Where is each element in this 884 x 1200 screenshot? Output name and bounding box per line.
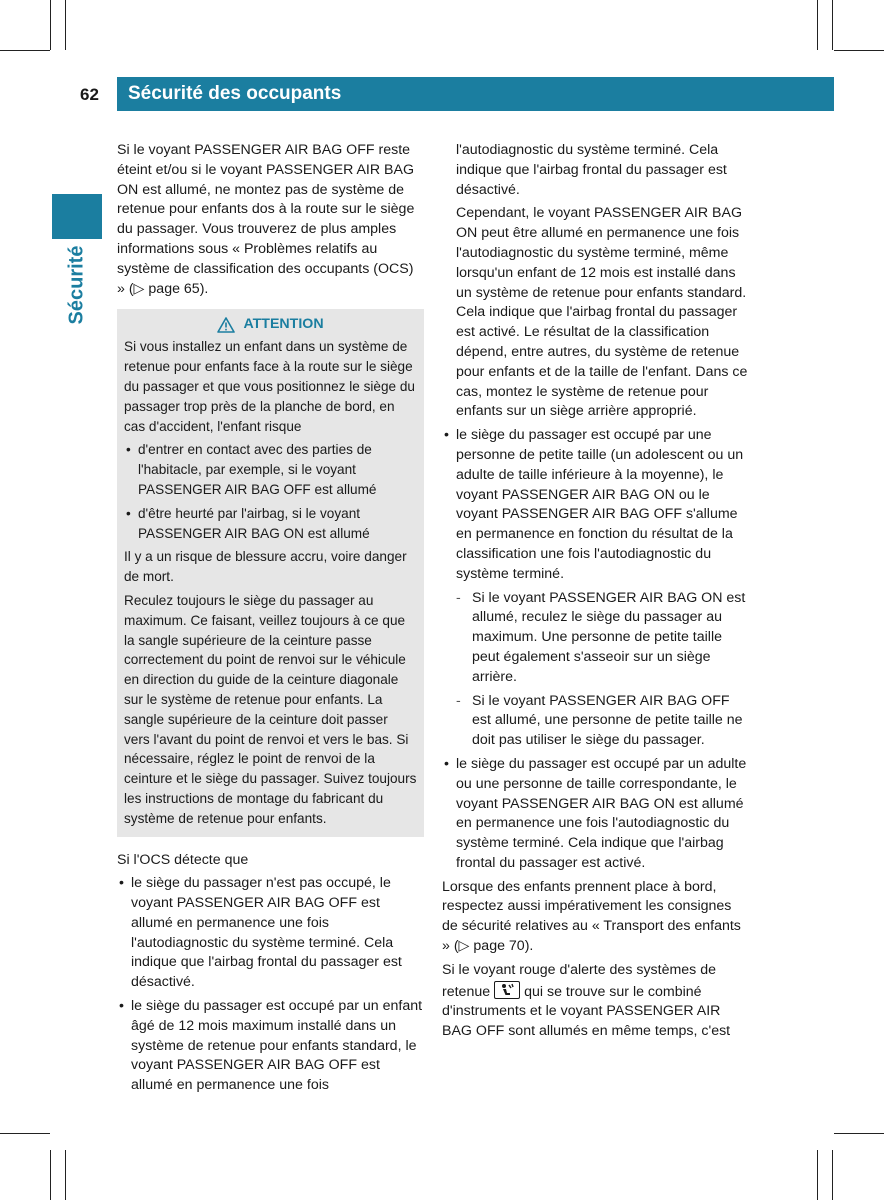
sub-list-item: - Si le voyant PASSENGER AIR BAG OFF est allumé, une personne de petite taille ne doit pas utiliser le siège du passager. — [442, 692, 749, 751]
crop-mark — [65, 0, 66, 50]
crop-mark — [0, 1133, 50, 1134]
crop-mark — [834, 1133, 884, 1134]
warning-text: Reculez toujours le siège du passager au maximum. Ce faisant, veillez toujours à ce que la sangle supérieure de la ceinture passe correctement du point de renvoi sur le véhicule en direction du guide de la ceinture diagonale sur le système de retenue pour enfants. La sangle supérieure de la ceinture doit passer vers l'avant du point de renvoi et vers le bas. Si nécessaire, réglez le point de renvoi de la ceinture et le siège du passager. Suivez toujours les instructions de montage du fabricant du système de retenue pour enfants. — [124, 592, 417, 826]
right-column — [442, 141, 749, 1042]
children-paragraph: Lorsque des enfants prennent place à bord, respectez aussi impérativement les consignes de sécurité relatives au « Transport des enfants » (▷ page 70). — [442, 878, 741, 955]
page-number: 62 — [80, 85, 99, 104]
warning-header — [124, 314, 417, 336]
continuation-paragraph: l'autodiagnostic du système terminé. Cela indique que l'airbag frontal du passager est désactivé. — [456, 142, 727, 198]
side-tab-block — [52, 194, 102, 239]
red-light-text-after: qui se trouve sur le combiné d'instruments et le voyant PASSENGER AIR BAG OFF sont allumés en même temps, c'est — [442, 983, 731, 1040]
crop-mark — [834, 50, 884, 51]
crop-mark — [832, 0, 833, 50]
sub-list-item: - Si le voyant PASSENGER AIR BAG ON est allumé, reculez le siège du passager au maximum. Une personne de petite taille peut également s'asseoir sur un siège arrière. — [442, 589, 749, 688]
side-section-label: Sécurité — [65, 245, 88, 325]
warning-box — [117, 309, 424, 836]
crop-mark — [50, 0, 51, 50]
page-title: Sécurité des occupants — [128, 83, 342, 104]
intro-paragraph: Si le voyant PASSENGER AIR BAG OFF reste éteint et/ou si le voyant PASSENGER AIR BAG ON est allumé, ne montez pas de système de retenue pour enfants dos à la route sur le siège du passager. Vous trouverez de plus amples informations sous « Problèmes relatifs au système de classification des occupants (OCS) » (▷ page 65). — [117, 142, 415, 297]
warning-triangle-icon — [217, 317, 235, 333]
crop-mark — [0, 50, 50, 51]
list-item: • le siège du passager est occupé par un adulte ou une personne de taille correspondante, le voyant PASSENGER AIR BAG ON est allumé en permanence une fois l'autodiagnostic du système terminé. Cela indique que l'airbag frontal du passager est activé. — [442, 755, 749, 874]
ocs-intro: Si l'OCS détecte que — [117, 851, 249, 868]
left-column — [117, 141, 424, 1096]
red-light-text-before: Si le voyant rouge d'alerte des systèmes de retenue — [442, 961, 716, 1000]
warning-bullet: • d'entrer en contact avec des parties de l'habitacle, par exemple, si le voyant PASSENGER AIR BAG OFF est allumé — [124, 440, 417, 499]
list-item: • le siège du passager est occupé par un enfant âgé de 12 mois maximum installé dans un système de retenue pour enfants standard, le voyant PASSENGER AIR BAG OFF est allumé en permanence une fois — [117, 997, 424, 1096]
warning-text: Il y a un risque de blessure accru, voire danger de mort. — [124, 549, 407, 585]
warning-bullet: • d'être heurté par l'airbag, si le voyant PASSENGER AIR BAG ON est allumé — [124, 504, 417, 544]
warning-text: Si vous installez un enfant dans un système de retenue pour enfants face à la route sur le siège du passager et que vous positionnez le siège du passager trop près de la planche de bord, en cas d'accident, l'enfant risque — [124, 339, 415, 434]
red-light-paragraph — [442, 961, 749, 1042]
list-item: • le siège du passager n'est pas occupé, le voyant PASSENGER AIR BAG OFF est allumé en permanence une fois l'autodiagnostic du système terminé. Cela indique que l'airbag frontal du passager est désactivé. — [117, 874, 424, 993]
list-item: • le siège du passager est occupé par une personne de petite taille (un adolescent ou un adulte de taille inférieure à la moyenne), le voyant PASSENGER AIR BAG ON ou le voyant PASSENGER AIR BAG OFF s'allume en permanence en fonction du résultat de la classification une fois l'autodiagnostic du système terminé. — [442, 426, 749, 584]
warning-title: ATTENTION — [243, 316, 324, 333]
crop-mark — [817, 1150, 818, 1200]
crop-mark — [817, 0, 818, 50]
crop-mark — [832, 1150, 833, 1200]
crop-mark — [65, 1150, 66, 1200]
crop-mark — [50, 1150, 51, 1200]
however-paragraph: Cependant, le voyant PASSENGER AIR BAG ON peut être allumé en permanence une fois l'autodiagnostic du système terminé, même lorsqu'un enfant de 12 mois est installé dans un système de retenue pour enfants standard. Cela indique que l'airbag frontal du passager est activé. Le résultat de la classification dépend, entre autres, du système de retenue pour enfants et de la taille de l'enfant. Dans ce cas, montez le système de retenue pour enfants sur un siège arrière approprié. — [456, 205, 748, 420]
airbag-warning-icon — [494, 981, 520, 999]
